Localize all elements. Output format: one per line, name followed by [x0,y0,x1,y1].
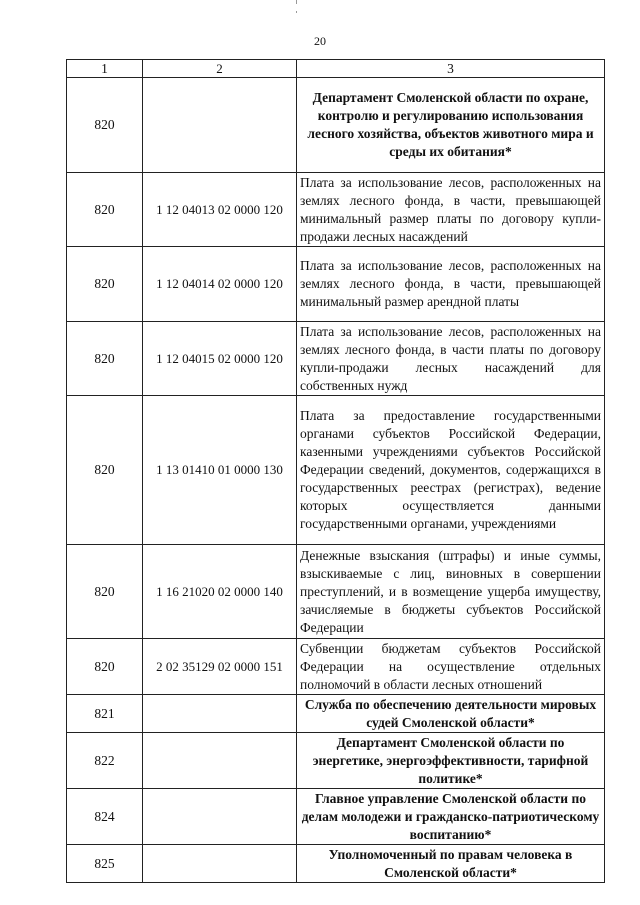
admin-code-cell: 825 [67,845,143,883]
department-name-cell: Департамент Смоленской области по охране, контролю и регулированию использования лесного хозяйства, объектов животного мира и среды их обитания* [297,78,605,173]
table-row [67,173,605,247]
budget-classification-code-cell: 1 16 21020 02 0000 140 [143,545,297,639]
admin-code-cell: 822 [67,733,143,789]
budget-codes-table [66,59,605,883]
table-row [67,247,605,322]
budget-classification-code-cell [143,78,297,173]
revenue-description-cell: Плата за использование лесов, расположенных на землях лесного фонда, в части, превышающей минимальный размер платы по договору купли-продажи лесных насаждений [297,173,605,247]
admin-code-cell: 820 [67,639,143,695]
budget-classification-code-cell [143,845,297,883]
table-row [67,322,605,396]
page-number: 20 [314,34,326,48]
admin-code-cell: 820 [67,173,143,247]
header-cell-2: 2 [143,60,297,78]
revenue-description-cell: Субвенции бюджетам субъектов Российской Федерации на осуществление отдельных полномочий в области лесных отношений [297,639,605,695]
department-name-cell: Уполномоченный по правам человека в Смоленской области* [297,845,605,883]
revenue-description-cell: Плата за предоставление государственными органами субъектов Российской Федерации, казенными учреждениями субъектов Российской Федерации сведений, документов, содержащихся в государственных реестрах (регистрах), ведение которых осуществляется данными государственными органами, учреждениями [297,396,605,545]
revenue-description-cell: Денежные взыскания (штрафы) и иные суммы, взыскиваемые с лиц, виновных в совершении преступлений, и в возмещение ущерба имуществу, зачисляемые в бюджеты субъектов Российской Федерации [297,545,605,639]
revenue-description-cell: Плата за использование лесов, расположенных на землях лесного фонда, в части платы по договору купли-продажи лесных насаждений для собственных нужд [297,322,605,396]
admin-code-cell: 820 [67,78,143,173]
department-name-cell: Служба по обеспечению деятельности мировых судей Смоленской области* [297,695,605,733]
table-row [67,733,605,789]
budget-classification-code-cell: 1 12 04015 02 0000 120 [143,322,297,396]
admin-code-cell: 820 [67,322,143,396]
admin-code-cell: 824 [67,789,143,845]
table-row [67,789,605,845]
table-row [67,78,605,173]
budget-classification-code-cell [143,789,297,845]
table-row [67,545,605,639]
table-row [67,396,605,545]
department-name-cell: Главное управление Смоленской области по делам молодежи и гражданско-патриотическому воспитанию* [297,789,605,845]
budget-classification-code-cell: 2 02 35129 02 0000 151 [143,639,297,695]
table-row [67,695,605,733]
budget-classification-code-cell [143,695,297,733]
admin-code-cell: 820 [67,396,143,545]
header-cell-3: 3 [297,60,605,78]
table-row [67,639,605,695]
header-cell-1: 1 [67,60,143,78]
table-row [67,845,605,883]
department-name-cell: Департамент Смоленской области по энергетике, энергоэффективности, тарифной политике* [297,733,605,789]
revenue-description-cell: Плата за использование лесов, расположенных на землях лесного фонда, в части, превышающей минимальный размер арендной платы [297,247,605,322]
admin-code-cell: 821 [67,695,143,733]
scan-artifact [296,11,297,13]
budget-classification-code-cell [143,733,297,789]
budget-classification-code-cell: 1 13 01410 01 0000 130 [143,396,297,545]
table-header-row [67,60,605,78]
admin-code-cell: 820 [67,545,143,639]
admin-code-cell: 820 [67,247,143,322]
budget-classification-code-cell: 1 12 04013 02 0000 120 [143,173,297,247]
scan-artifact [296,0,297,4]
budget-classification-code-cell: 1 12 04014 02 0000 120 [143,247,297,322]
